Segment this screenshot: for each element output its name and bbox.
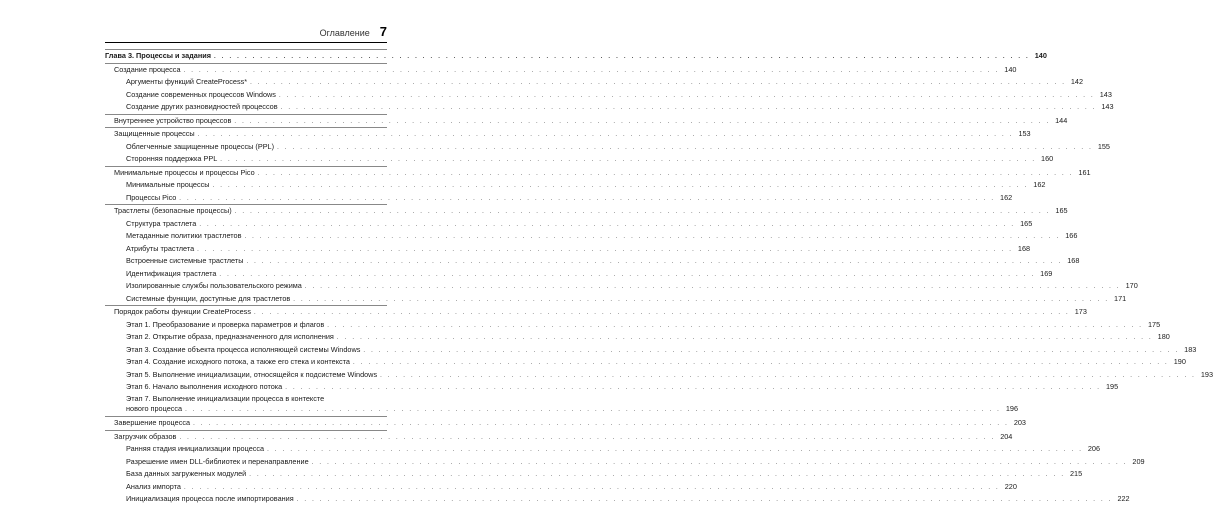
table-of-contents bbox=[105, 49, 1213, 506]
toc-entry bbox=[105, 293, 1127, 306]
toc-entry-page: 180 bbox=[1157, 332, 1170, 341]
toc-entry-title: Встроенные системные трастлеты bbox=[126, 256, 244, 265]
toc-entry bbox=[105, 394, 387, 404]
toc-entry-title: Процессы Pico bbox=[126, 192, 177, 202]
toc-entry bbox=[105, 481, 1017, 494]
toc-entry bbox=[105, 230, 1078, 243]
toc-entry-page: 165 bbox=[1055, 206, 1068, 215]
toc-entry-page: 144 bbox=[1055, 115, 1068, 125]
toc-entry-page: 162 bbox=[1000, 192, 1013, 202]
toc-entry bbox=[105, 456, 1145, 469]
toc-entry bbox=[105, 101, 1114, 114]
toc-entry-page: 203 bbox=[1013, 418, 1026, 427]
toc-entry bbox=[105, 141, 1110, 154]
toc-entry bbox=[105, 280, 1138, 293]
toc-entry-title: Минимальные процессы bbox=[126, 180, 210, 189]
dot-leader bbox=[281, 102, 1097, 115]
toc-entry-page: 206 bbox=[1087, 444, 1101, 453]
toc-entry-page: 171 bbox=[1114, 293, 1127, 303]
toc-entry-title: Этап 5. Выполнение инициализации, относящейся к подсистеме Windows bbox=[126, 369, 378, 379]
toc-entry-page: 166 bbox=[1065, 231, 1078, 240]
toc-entry-page: 161 bbox=[1078, 167, 1091, 177]
toc-entry-title: Создание других разновидностей процессов bbox=[126, 102, 278, 111]
toc-entry bbox=[105, 49, 1047, 63]
toc-entry-page: 204 bbox=[1000, 431, 1013, 441]
toc-entry-page: 193 bbox=[1200, 369, 1213, 379]
dot-leader bbox=[293, 294, 1109, 307]
toc-entry-title: Создание современных процессов Windows bbox=[126, 89, 276, 99]
toc-entry bbox=[105, 192, 1013, 205]
dot-leader bbox=[305, 281, 1121, 294]
toc-entry-title: Этап 2. Открытие образа, предназначенного для исполнения bbox=[126, 332, 334, 341]
page-number: 7 bbox=[379, 24, 387, 39]
toc-entry-page: 169 bbox=[1040, 268, 1053, 278]
toc-entry-title: Инициализация процесса после импортирования bbox=[126, 494, 294, 503]
toc-entry-title: Завершение процесса bbox=[114, 418, 191, 427]
toc-entry-page: 190 bbox=[1173, 357, 1186, 366]
toc-entry bbox=[105, 114, 1068, 128]
toc-entry-page: 160 bbox=[1041, 154, 1054, 163]
toc-entry-page: 220 bbox=[1004, 481, 1017, 491]
toc-entry bbox=[105, 255, 1080, 268]
toc-entry bbox=[105, 493, 1130, 506]
toc-entry bbox=[105, 127, 1031, 141]
toc-entry-title: Структура трастлета bbox=[126, 218, 197, 228]
toc-entry-title: Этап 4. Создание исходного потока, а также его стека и контекста bbox=[126, 357, 350, 366]
toc-entry-page: 168 bbox=[1067, 256, 1080, 265]
toc-entry-page: 153 bbox=[1018, 129, 1031, 138]
toc-entry-title: База данных загруженных модулей bbox=[126, 469, 247, 478]
toc-entry-title: Минимальные процессы и процессы Pico bbox=[114, 167, 255, 177]
toc-entry bbox=[105, 369, 1213, 382]
dot-leader bbox=[353, 357, 1169, 370]
toc-entry-title: Этап 6. Начало выполнения исходного потока bbox=[126, 382, 283, 391]
dot-leader bbox=[363, 345, 1179, 358]
toc-entry bbox=[105, 356, 1186, 369]
toc-entry-title: Анализ импорта bbox=[126, 481, 181, 491]
header-rule bbox=[105, 42, 387, 43]
dot-leader bbox=[297, 494, 1113, 507]
toc-entry-title: Ранняя стадия инициализации процесса bbox=[126, 444, 265, 453]
toc-entry-page: 196 bbox=[1005, 403, 1019, 413]
toc-entry bbox=[105, 416, 1026, 430]
header-title: Оглавление bbox=[319, 28, 370, 38]
toc-entry-page: 143 bbox=[1099, 89, 1112, 99]
toc-entry-page: 162 bbox=[1033, 180, 1046, 189]
toc-entry-page: 173 bbox=[1074, 307, 1087, 316]
toc-entry bbox=[105, 319, 1161, 332]
toc-entry-page: 143 bbox=[1101, 102, 1114, 111]
toc-entry-title: Разрешение имен DLL-библиотек и перенаправление bbox=[126, 456, 309, 466]
toc-entry-page: 175 bbox=[1147, 319, 1161, 329]
toc-entry-continuation bbox=[105, 403, 1019, 417]
toc-entry bbox=[105, 443, 1101, 456]
toc-entry-title: Идентификация трастлета bbox=[126, 268, 217, 278]
toc-entry-title: Загрузчик образов bbox=[114, 431, 177, 441]
toc-entry bbox=[105, 204, 1068, 218]
toc-entry-title: Этап 1. Преобразование и проверка параметров и флагов bbox=[126, 319, 325, 329]
dot-leader bbox=[279, 90, 1095, 103]
toc-entry bbox=[105, 63, 1017, 77]
toc-entry-page: 215 bbox=[1070, 469, 1083, 478]
toc-entry-title: Внутреннее устройство процессов bbox=[114, 115, 232, 125]
toc-entry-title: Атрибуты трастлета bbox=[126, 243, 195, 253]
toc-entry-page: 140 bbox=[1004, 64, 1017, 74]
toc-entry-page: 155 bbox=[1097, 141, 1110, 151]
toc-entry bbox=[105, 331, 1170, 344]
toc-entry bbox=[105, 268, 1053, 281]
toc-entry bbox=[105, 243, 1031, 256]
toc-entry-title: Системные функции, доступные для трастлетов bbox=[126, 293, 291, 303]
toc-entry-page: 222 bbox=[1117, 494, 1130, 503]
toc-entry bbox=[105, 153, 1054, 166]
toc-entry-title: нового процесса bbox=[126, 403, 183, 413]
toc-entry bbox=[105, 381, 1119, 394]
toc-entry bbox=[105, 305, 1087, 319]
dot-leader bbox=[380, 370, 1196, 383]
toc-entry-page: 165 bbox=[1020, 218, 1033, 228]
toc-entry bbox=[105, 468, 1083, 481]
dot-leader bbox=[337, 332, 1153, 345]
toc-entry-title: Порядок работы функции CreateProcess bbox=[114, 307, 251, 316]
toc-entry-title: Глава 3. Процессы и задания bbox=[105, 51, 211, 60]
dot-leader bbox=[277, 142, 1093, 155]
running-header bbox=[105, 24, 387, 44]
toc-entry-page: 140 bbox=[1034, 51, 1047, 60]
toc-entry-page: 183 bbox=[1184, 344, 1197, 354]
toc-entry-page: 170 bbox=[1125, 281, 1138, 290]
dot-leader bbox=[312, 457, 1128, 470]
toc-entry bbox=[105, 344, 1197, 357]
toc-entry-title: Создание процесса bbox=[114, 64, 181, 74]
toc-entry-title: Защищенные процессы bbox=[114, 129, 195, 138]
toc-entry-page: 168 bbox=[1017, 243, 1031, 253]
toc-entry bbox=[105, 179, 1046, 192]
toc-entry-title: Этап 3. Создание объекта процесса исполняющей системы Windows bbox=[126, 344, 361, 354]
toc-entry-title: Изолированные службы пользовательского режима bbox=[126, 281, 302, 290]
toc-entry bbox=[105, 76, 1084, 89]
toc-entry-title: Аргументы функций CreateProcess* bbox=[126, 77, 248, 86]
toc-entry-title: Облегченные защищенные процессы (PPL) bbox=[126, 141, 275, 151]
dot-leader bbox=[267, 444, 1083, 457]
toc-entry bbox=[105, 218, 1033, 231]
toc-entry bbox=[105, 166, 1091, 180]
dot-leader bbox=[285, 382, 1101, 395]
toc-entry-title: Трастлеты (безопасные процессы) bbox=[114, 206, 232, 215]
toc-entry-title: Сторонняя поддержка PPL bbox=[126, 154, 218, 163]
toc-entry bbox=[105, 89, 1112, 102]
toc-entry bbox=[105, 430, 1013, 444]
dot-leader bbox=[185, 405, 1001, 415]
toc-entry-page: 195 bbox=[1105, 382, 1119, 391]
toc-entry-page: 142 bbox=[1070, 77, 1084, 86]
toc-entry-title: Этап 7. Выполнение инициализации процесса в контексте bbox=[126, 393, 325, 403]
toc-entry-page: 209 bbox=[1132, 456, 1145, 466]
toc-entry-title: Метаданные политики трастлетов bbox=[126, 231, 242, 240]
dot-leader bbox=[327, 320, 1143, 333]
